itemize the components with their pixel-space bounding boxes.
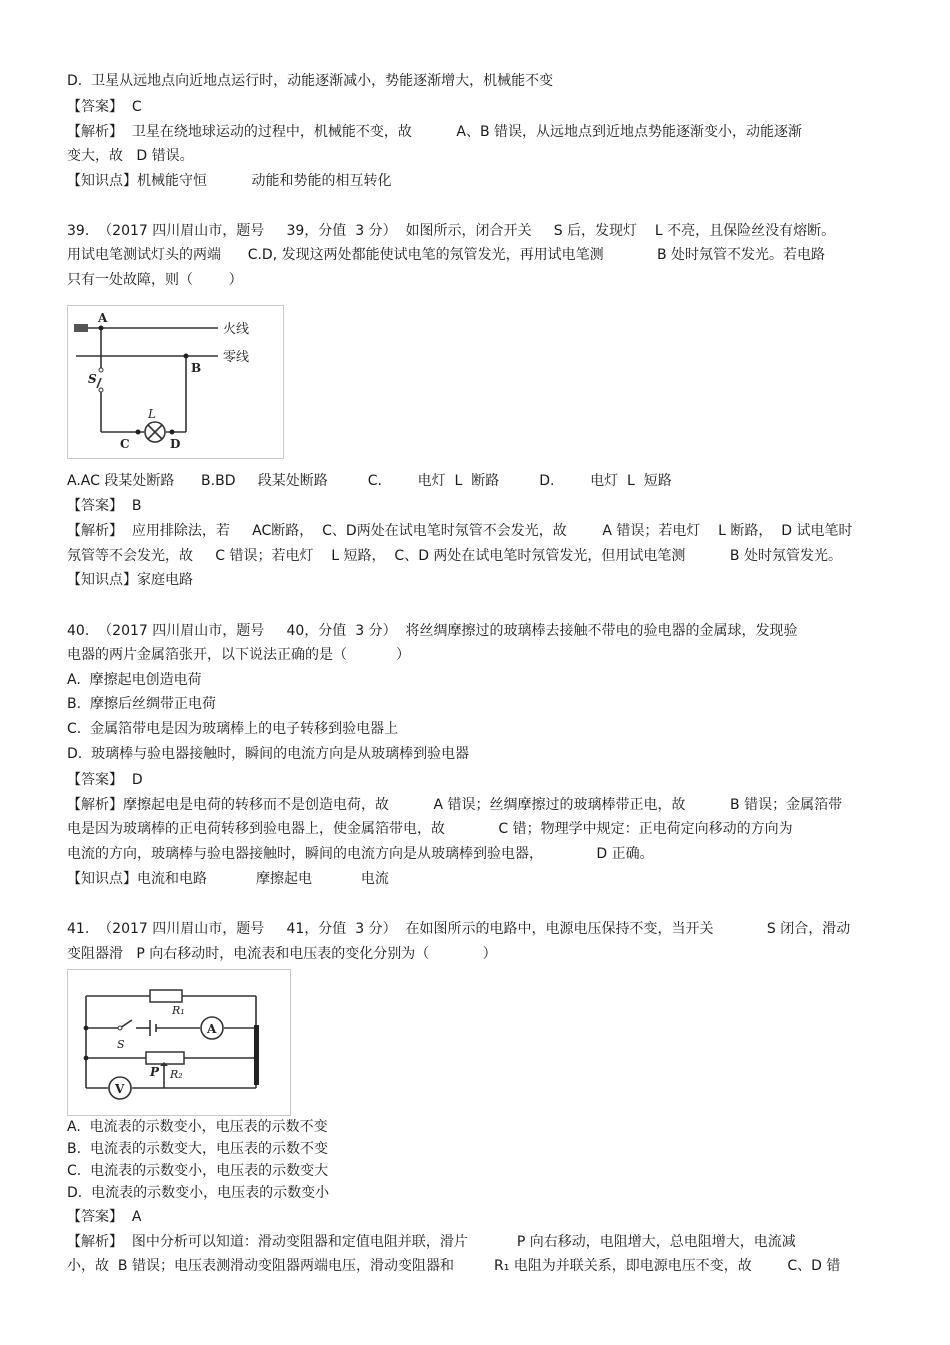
label-a: A <box>98 311 108 325</box>
label-l: L <box>148 407 156 421</box>
q40-analysis-line1: 【解析】摩擦起电是电荷的转移而不是创造电荷，故 A 错误；丝绸摩擦过的玻璃棒带正电，故 B 错误；金属箔带 <box>67 797 843 813</box>
label-neutral-wire: 零线 <box>223 350 250 365</box>
label-r1: R₁ <box>172 1004 185 1017</box>
q40-analysis-line3: 电流的方向，玻璃棒与验电器接触时，瞬间的电流方向是从玻璃棒到验电器， D 正确。 <box>67 846 654 862</box>
q41-analysis-line1: 【解析】 图中分析可以知道：滑动变阻器和定值电阻并联，滑片 P 向右移动，电阻增大，总电阻增大，电流减 <box>67 1234 796 1250</box>
label-c: C <box>120 437 130 451</box>
label-p: P <box>150 1065 160 1079</box>
q38-option-d: D. 卫星从远地点向近地点运行时，动能逐渐减小，势能逐渐增大，机械能不变 <box>67 73 554 89</box>
q41-option-d: D. 电流表的示数变小，电压表的示数变小 <box>67 1185 330 1201</box>
label-s: S <box>88 372 97 386</box>
q41-analysis-line2: 小，故 B 错误；电压表测滑动变阻器两端电压，滑动变阻器和 R₁ 电阻为并联关系，即电源电压不变，故 C、D 错 <box>67 1258 841 1274</box>
label-b: B <box>191 361 202 375</box>
label-d: D <box>170 437 181 451</box>
q41-option-b: B. 电流表的示数变大，电压表的示数不变 <box>67 1141 328 1157</box>
q39-options: A.AC 段某处断路 B.BD 段某处断路 C. 电灯 L 断路 D. 电灯 L 短路 <box>67 473 672 489</box>
label-voltmeter: V <box>115 1082 125 1096</box>
q38-knowledge: 【知识点】机械能守恒 动能和势能的相互转化 <box>67 173 392 189</box>
q38-analysis-line1: 【解析】 卫星在绕地球运动的过程中，机械能不变，故 A、B 错误，从远地点到近地点势能逐渐变小，动能逐渐 <box>67 124 803 140</box>
label-ammeter: A <box>207 1022 217 1036</box>
label-r2: R₂ <box>170 1068 183 1081</box>
q41-stem-line2: 变阻器滑 P 向右移动时，电流表和电压表的变化分别为（ ） <box>67 946 497 962</box>
q41-option-c: C. 电流表的示数变小，电压表的示数变大 <box>67 1163 329 1179</box>
q40-option-a: A. 摩擦起电创造电荷 <box>67 672 202 688</box>
q41-answer: 【答案】 A <box>67 1209 142 1225</box>
q39-stem-line2: 用试电笔测试灯头的两端 C.D, 发现这两处都能使试电笔的氖管发光，再用试电笔测 B 处时氖管不发光。若电路 <box>67 247 826 263</box>
q38-answer: 【答案】 C <box>67 99 142 115</box>
q40-option-d: D. 玻璃棒与验电器接触时，瞬间的电流方向是从玻璃棒到验电器 <box>67 746 470 762</box>
q41-stem-line1: 41. （2017 四川眉山市，题号 41，分值 3 分） 在如图所示的电路中，电源电压保持不变，当开关 S 闭合，滑动 <box>67 921 851 937</box>
q39-answer: 【答案】 B <box>67 498 142 514</box>
q40-knowledge: 【知识点】电流和电路 摩擦起电 电流 <box>67 871 389 887</box>
q39-stem-line1: 39. （2017 四川眉山市，题号 39，分值 3 分） 如图所示，闭合开关 S 后，发现灯 L 不亮，且保险丝没有熔断。 <box>67 223 836 239</box>
q40-option-c: C. 金属箔带电是因为玻璃棒上的电子转移到验电器上 <box>67 721 399 737</box>
label-s: S <box>117 1038 125 1051</box>
q39-circuit-figure <box>67 305 284 459</box>
q39-analysis-line1: 【解析】 应用排除法，若 AC断路， C、D两处在试电笔时氖管不会发光，故 A 错误；若电灯 L 断路， D 试电笔时 <box>67 523 853 539</box>
q40-stem-line2: 电器的两片金属箔张开，以下说法正确的是（ ） <box>67 647 410 663</box>
label-live-wire: 火线 <box>223 322 250 337</box>
q41-circuit-figure <box>67 969 291 1116</box>
q39-knowledge: 【知识点】家庭电路 <box>67 572 193 588</box>
q39-analysis-line2: 氖管等不会发光，故 C 错误；若电灯 L 短路， C、D 两处在试电笔时氖管发光，但用试电笔测 B 处时氖管发光。 <box>67 548 842 564</box>
q40-option-b: B. 摩擦后丝绸带正电荷 <box>67 696 216 712</box>
q38-analysis-line2: 变大，故 D 错误。 <box>67 148 194 164</box>
q40-stem-line1: 40. （2017 四川眉山市，题号 40，分值 3 分） 将丝绸摩擦过的玻璃棒去接触不带电的验电器的金属球，发现验 <box>67 623 798 639</box>
q40-answer: 【答案】 D <box>67 772 143 788</box>
q41-option-a: A. 电流表的示数变小，电压表的示数不变 <box>67 1119 328 1135</box>
q40-analysis-line2: 电是因为玻璃棒的正电荷转移到验电器上，使金属箔带电，故 C 错；物理学中规定：正电荷定向移动的方向为 <box>67 821 793 837</box>
q39-stem-line3: 只有一处故障，则（ ） <box>67 272 243 288</box>
